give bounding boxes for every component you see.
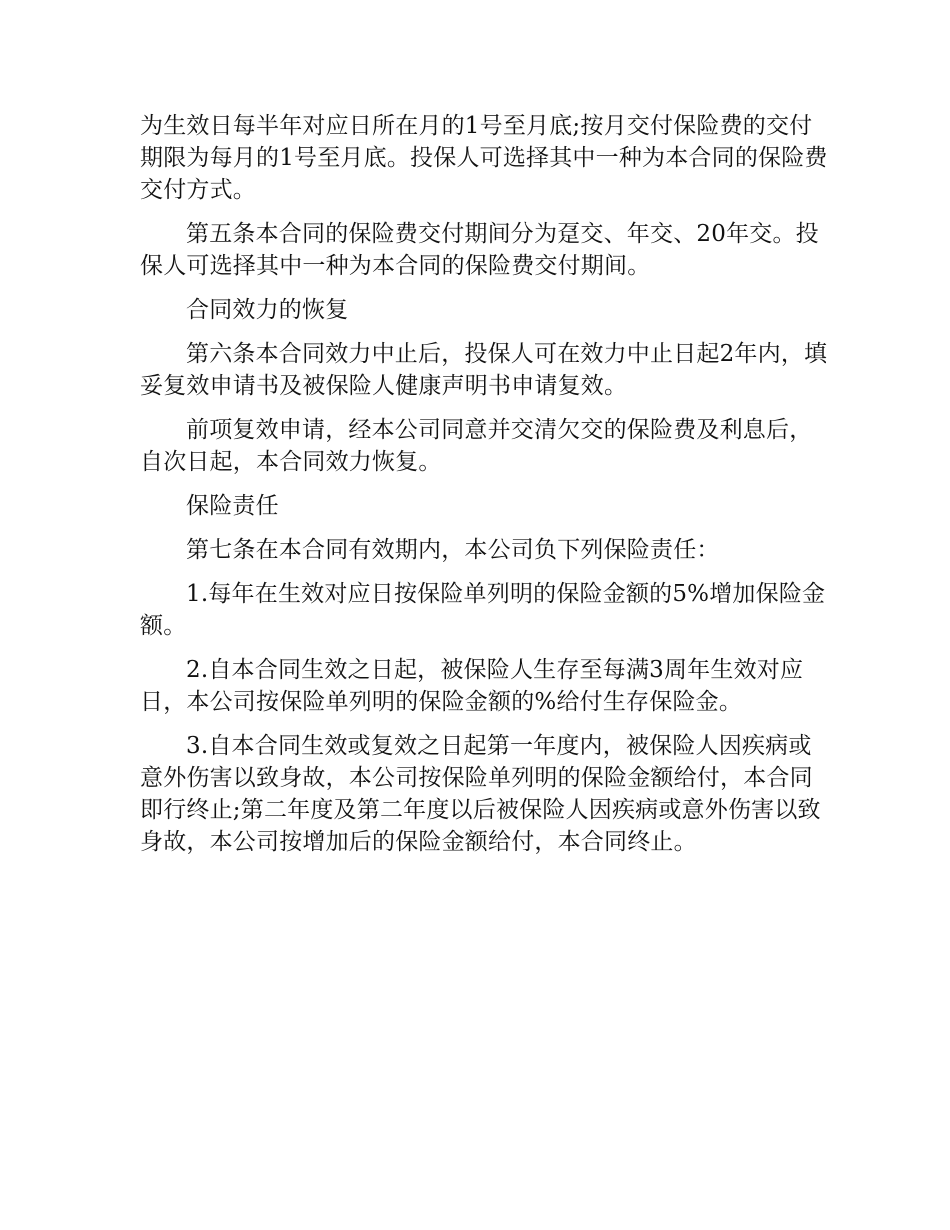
list-item-1: 1.每年在生效对应日按保险单列明的保险金额的5%增加保险金额。 — [140, 581, 826, 639]
paragraph-article-6: 第六条本合同效力中止后，投保人可在效力中止日起2年内，填妥复效申请书及被保险人健康声明书申请复效。 — [140, 341, 828, 399]
document-body — [140, 110, 830, 870]
paragraph-article-5: 第五条本合同的保险费交付期间分为趸交、年交、20年交。投保人可选择其中一种为本合同的保险费交付期间。 — [140, 221, 819, 279]
section-heading-insurance-liability: 保险责任 — [186, 493, 279, 519]
paragraph-reinstatement-approval: 前项复效申请，经本公司同意并交清欠交的保险费及利息后，自次日起，本合同效力恢复。 — [140, 417, 813, 475]
list-item-3: 3.自本合同生效或复效之日起第一年度内，被保险人因疾病或意外伤害以致身故，本公司按保险单列明的保险金额给付，本合同即行终止;第二年度及第二年度以后被保险人因疾病或意外伤害以致身故，本公司按增加后的保险金额给付，本合同终止。 — [140, 733, 821, 855]
paragraph-continuation: 为生效日每半年对应日所在月的1号至月底;按月交付保险费的交付期限为每月的1号至月底。投保人可选择其中一种为本合同的保险费交付方式。 — [140, 113, 828, 203]
paragraph-article-7: 第七条在本合同有效期内，本公司负下列保险责任： — [186, 537, 720, 563]
list-item-2: 2.自本合同生效之日起，被保险人生存至每满3周年生效对应日，本公司按保险单列明的保险金额的%给付生存保险金。 — [140, 657, 804, 715]
section-heading-contract-reinstatement: 合同效力的恢复 — [186, 297, 349, 323]
